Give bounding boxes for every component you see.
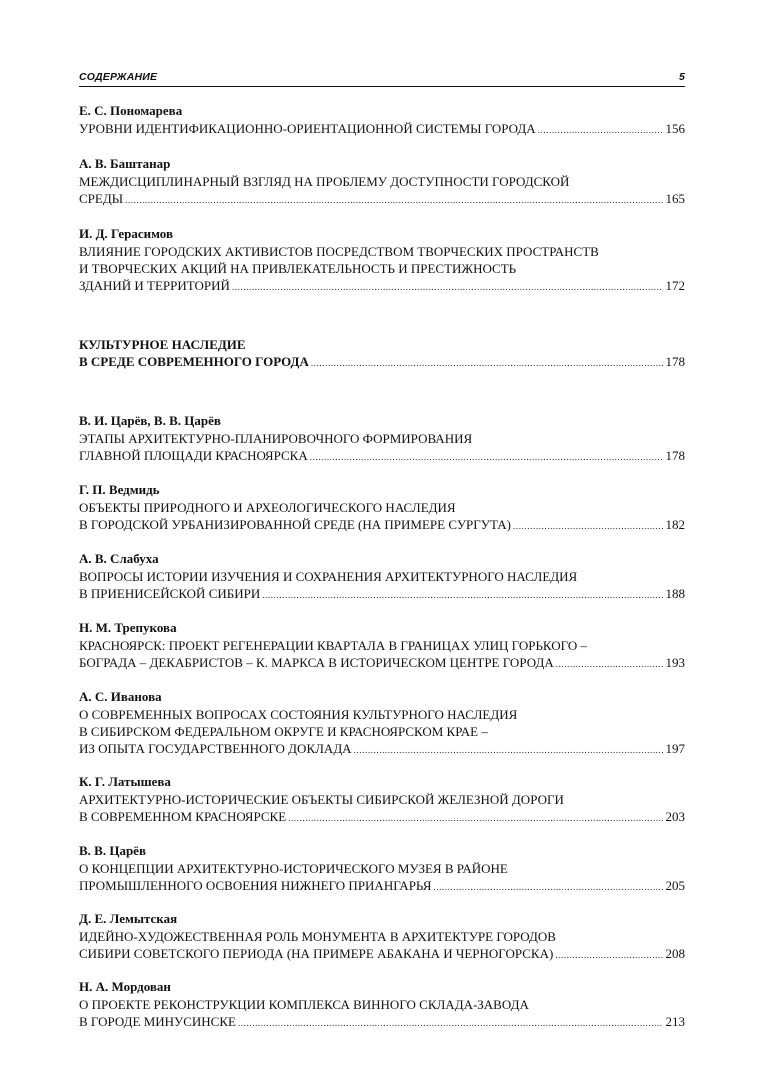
dot-leader	[238, 1015, 663, 1032]
entry-last-line	[79, 190, 685, 209]
entry-title-line: В СОВРЕМЕННОМ КРАСНОЯРСКЕ	[79, 809, 287, 824]
entry-page-number: 178	[665, 354, 685, 369]
entry-title-line: АРХИТЕКТУРНО-ИСТОРИЧЕСКИЕ ОБЪЕКТЫ СИБИРСКОЙ ЖЕЛЕЗНОЙ ДОРОГИ	[79, 792, 564, 807]
entry-title-line: ИДЕЙНО-ХУДОЖЕСТВЕННАЯ РОЛЬ МОНУМЕНТА В АРХИТЕКТУРЕ ГОРОДОВ	[79, 929, 556, 944]
toc-entry	[79, 619, 685, 673]
entry-title-line: ГЛАВНОЙ ПЛОЩАДИ КРАСНОЯРСКА	[79, 448, 308, 463]
entry-title-line: СРЕДЫ	[79, 191, 124, 206]
entry-title-line: И ТВОРЧЕСКИХ АКЦИЙ НА ПРИВЛЕКАТЕЛЬНОСТЬ И ПРЕСТИЖНОСТЬ	[79, 261, 517, 276]
entry-page-number: 197	[665, 741, 685, 756]
toc-entry	[79, 978, 685, 1032]
toc-entry	[79, 481, 685, 535]
entry-last-line	[79, 1013, 685, 1032]
toc-entry	[79, 102, 685, 139]
entry-page-number: 203	[665, 809, 685, 824]
toc-entry	[79, 842, 685, 896]
entry-author: В. И. Царёв, В. В. Царёв	[79, 413, 221, 428]
entry-title-line: ПРОМЫШЛЕННОГО ОСВОЕНИЯ НИЖНЕГО ПРИАНГАРЬЯ	[79, 878, 432, 893]
entry-author: В. В. Царёв	[79, 843, 146, 858]
entry-author: Е. С. Пономарева	[79, 103, 183, 118]
dot-leader	[311, 355, 663, 372]
entry-last-line	[79, 808, 685, 827]
entry-page-number: 182	[665, 517, 685, 532]
entry-author: Д. Е. Лемытская	[79, 911, 178, 926]
toc-entry	[79, 688, 685, 759]
dot-leader	[125, 192, 662, 209]
toc-section	[79, 336, 685, 372]
entry-author: Н. А. Мордован	[79, 979, 171, 994]
dot-leader	[433, 879, 662, 896]
dot-leader	[354, 742, 663, 759]
page-number: 5	[678, 71, 685, 83]
entry-author: И. Д. Герасимов	[79, 226, 173, 241]
entry-last-line	[79, 353, 685, 372]
dot-leader	[538, 122, 663, 139]
entry-page-number: 178	[665, 448, 685, 463]
toc-entry	[79, 773, 685, 827]
entry-title-line: ЭТАПЫ АРХИТЕКТУРНО-ПЛАНИРОВОЧНОГО ФОРМИРОВАНИЯ	[79, 431, 473, 446]
entry-title-line: В ГОРОДСКОЙ УРБАНИЗИРОВАННОЙ СРЕДЕ (НА ПРИМЕРЕ СУРГУТА)	[79, 517, 512, 532]
entry-author: Г. П. Ведмидь	[79, 482, 160, 497]
entry-page-number: 156	[665, 121, 685, 136]
toc-entry	[79, 910, 685, 964]
entry-page-number: 208	[665, 946, 685, 961]
entry-title-line: О КОНЦЕПЦИИ АРХИТЕКТУРНО-ИСТОРИЧЕСКОГО МУЗЕЯ В РАЙОНЕ	[79, 861, 508, 876]
dot-leader	[513, 518, 662, 535]
entry-title-line: В ГОРОДЕ МИНУСИНСКЕ	[79, 1014, 236, 1029]
entry-last-line	[79, 120, 685, 139]
toc-entry	[79, 550, 685, 604]
entry-last-line	[79, 516, 685, 535]
entry-title-line: СИБИРИ СОВЕТСКОГО ПЕРИОДА (НА ПРИМЕРЕ АБАКАНА И ЧЕРНОГОРСКА)	[79, 946, 554, 961]
entry-title-line: КУЛЬТУРНОЕ НАСЛЕДИЕ	[79, 337, 246, 352]
entry-page-number: 213	[665, 1014, 685, 1029]
toc-entry	[79, 225, 685, 296]
entry-title-line: ЗДАНИЙ И ТЕРРИТОРИЙ	[79, 278, 230, 293]
entry-page-number: 165	[665, 191, 685, 206]
entry-page-number: 188	[665, 586, 685, 601]
running-head-title: СОДЕРЖАНИЕ	[79, 71, 158, 83]
entry-last-line	[79, 877, 685, 896]
entry-author: А. В. Слабуха	[79, 551, 159, 566]
entry-last-line	[79, 945, 685, 964]
entry-title-line: УРОВНИ ИДЕНТИФИКАЦИОННО-ОРИЕНТАЦИОННОЙ СИСТЕМЫ ГОРОДА	[79, 121, 536, 136]
entry-title-line: ВОПРОСЫ ИСТОРИИ ИЗУЧЕНИЯ И СОХРАНЕНИЯ АРХИТЕКТУРНОГО НАСЛЕДИЯ	[79, 569, 578, 584]
entry-last-line	[79, 740, 685, 759]
toc-entry	[79, 155, 685, 209]
toc-entry	[79, 412, 685, 466]
dot-leader	[310, 449, 663, 466]
entry-title-line: КРАСНОЯРСК: ПРОЕКТ РЕГЕНЕРАЦИИ КВАРТАЛА В ГРАНИЦАХ УЛИЦ ГОРЬКОГО –	[79, 638, 587, 653]
entry-title-line: ИЗ ОПЫТА ГОСУДАРСТВЕННОГО ДОКЛАДА	[79, 741, 352, 756]
entry-last-line	[79, 654, 685, 673]
entry-title-line: ОБЪЕКТЫ ПРИРОДНОГО И АРХЕОЛОГИЧЕСКОГО НАСЛЕДИЯ	[79, 500, 456, 515]
entry-title-line: В ПРИЕНИСЕЙСКОЙ СИБИРИ	[79, 586, 261, 601]
dot-leader	[556, 656, 663, 673]
entry-author: Н. М. Трепукова	[79, 620, 177, 635]
dot-leader	[555, 947, 662, 964]
entry-title-line: ВЛИЯНИЕ ГОРОДСКИХ АКТИВИСТОВ ПОСРЕДСТВОМ ТВОРЧЕСКИХ ПРОСТРАНСТВ	[79, 244, 599, 259]
entry-last-line	[79, 585, 685, 604]
entry-author: А. С. Иванова	[79, 689, 162, 704]
entry-author: К. Г. Латышева	[79, 774, 171, 789]
dot-leader	[232, 279, 663, 296]
entry-title-line: В СРЕДЕ СОВРЕМЕННОГО ГОРОДА	[79, 354, 309, 369]
entry-title-line: МЕЖДИСЦИПЛИНАРНЫЙ ВЗГЛЯД НА ПРОБЛЕМУ ДОСТУПНОСТИ ГОРОДСКОЙ	[79, 174, 570, 189]
entry-page-number: 193	[665, 655, 685, 670]
table-of-contents	[79, 102, 685, 1032]
entry-page-number: 172	[665, 278, 685, 293]
entry-author: А. В. Баштанар	[79, 156, 171, 171]
dot-leader	[262, 587, 662, 604]
dot-leader	[288, 810, 662, 827]
entry-last-line	[79, 447, 685, 466]
running-head	[79, 70, 685, 87]
entry-title-line: БОГРАДА – ДЕКАБРИСТОВ – К. МАРКСА В ИСТОРИЧЕСКОМ ЦЕНТРЕ ГОРОДА	[79, 655, 554, 670]
entry-page-number: 205	[665, 878, 685, 893]
entry-title-line: В СИБИРСКОМ ФЕДЕРАЛЬНОМ ОКРУГЕ И КРАСНОЯРСКОМ КРАЕ –	[79, 724, 488, 739]
entry-last-line	[79, 277, 685, 296]
entry-title-line: О ПРОЕКТЕ РЕКОНСТРУКЦИИ КОМПЛЕКСА ВИННОГО СКЛАДА-ЗАВОДА	[79, 997, 529, 1012]
entry-title-line: О СОВРЕМЕННЫХ ВОПРОСАХ СОСТОЯНИЯ КУЛЬТУРНОГО НАСЛЕДИЯ	[79, 707, 518, 722]
